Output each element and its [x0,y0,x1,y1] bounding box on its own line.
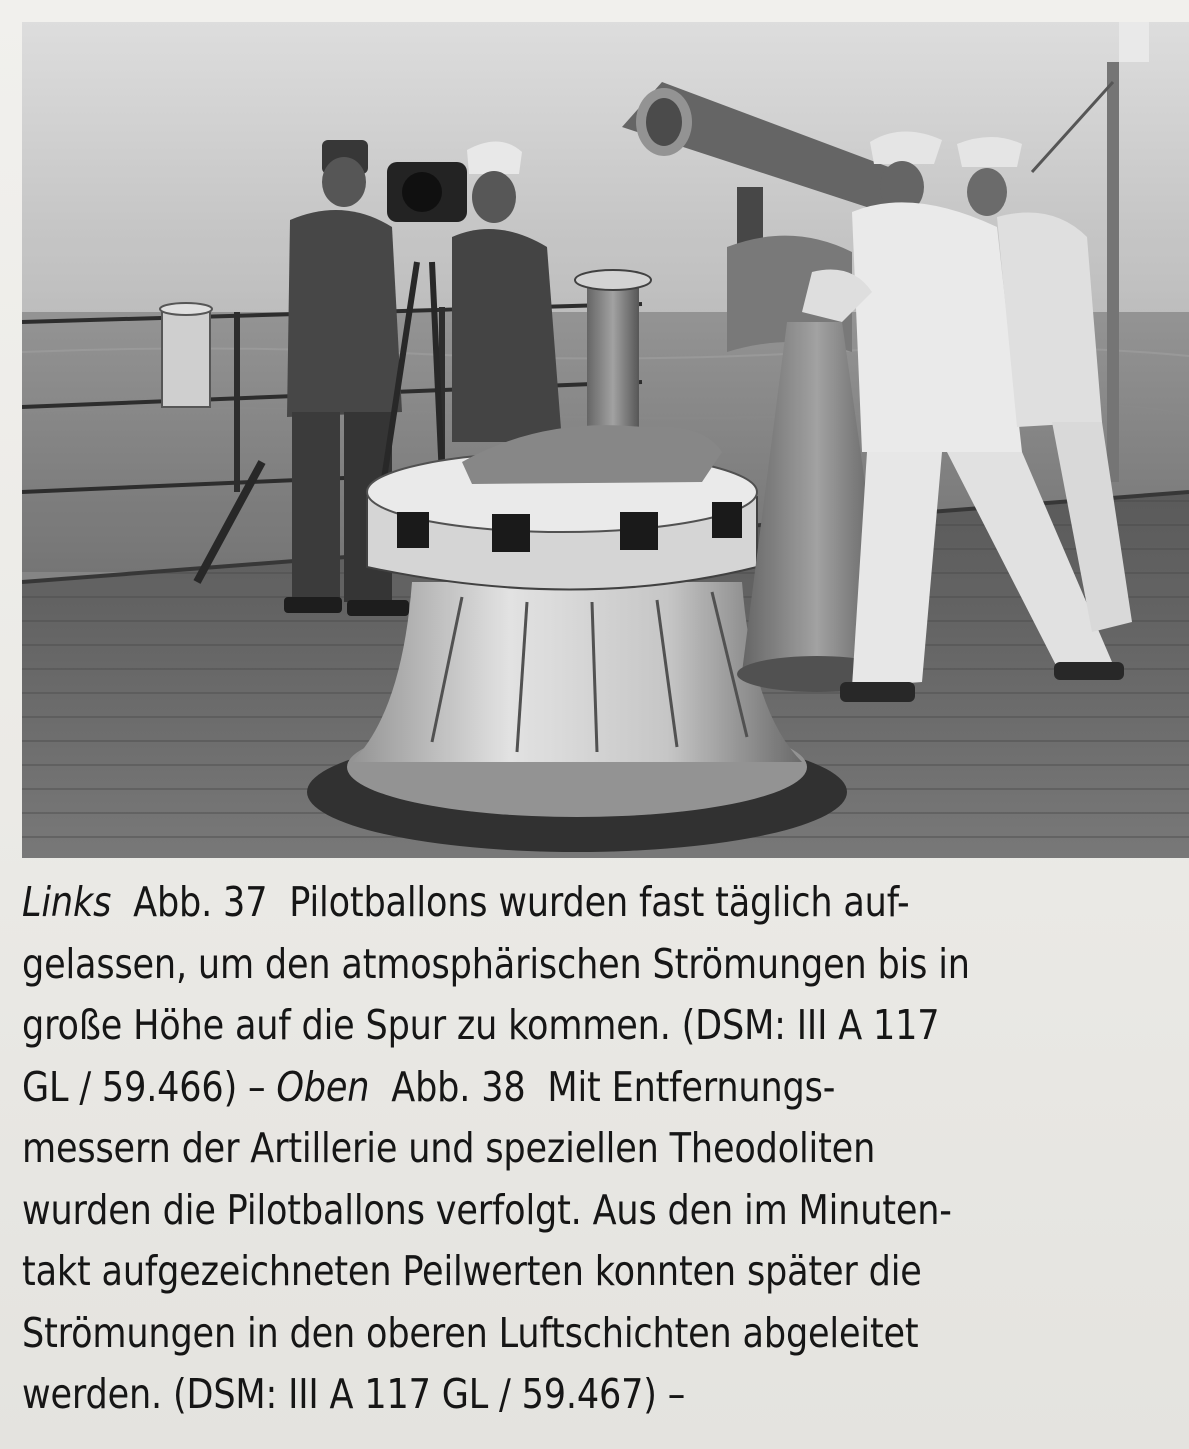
caption-line-3 [22,995,1005,1057]
caption-line-5 [22,1118,1005,1180]
caption-text: wurden die Pilotballons verfolgt. Aus den im Minuten- [22,1185,952,1234]
caption-text: große Höhe auf die Spur zu kommen. (DSM: III A 117 [22,1001,940,1049]
caption-label-oben: Oben [276,1062,370,1111]
caption-text: Abb. 38 Mit Entfernungs- [369,1062,836,1111]
caption-text: GL / 59.466) – [22,1062,277,1111]
caption-line-4 [22,1057,1005,1119]
caption-line-1 [22,872,1005,934]
caption-text: takt aufgezeichneten Peilwerten konnten später die [22,1247,922,1295]
caption-line-9 [22,1364,1005,1426]
figure-caption [22,872,1005,1426]
caption-line-6 [22,1180,1005,1242]
caption-text: messern der Artillerie und speziellen Theodoliten [22,1124,876,1172]
caption-text: gelassen, um den atmosphärischen Strömungen bis in [22,939,970,988]
caption-text: werden. (DSM: III A 117 GL / 59.467) – [22,1370,686,1418]
caption-text: Strömungen in den oberen Luftschichten abgeleitet [22,1308,919,1357]
historical-photograph [22,22,1189,858]
caption-label-links: Links [22,878,112,926]
caption-line-8 [22,1303,1005,1365]
caption-line-7 [22,1241,1005,1303]
caption-line-2 [22,934,1005,996]
caption-text: Abb. 37 Pilotballons wurden fast täglich auf- [111,878,910,926]
